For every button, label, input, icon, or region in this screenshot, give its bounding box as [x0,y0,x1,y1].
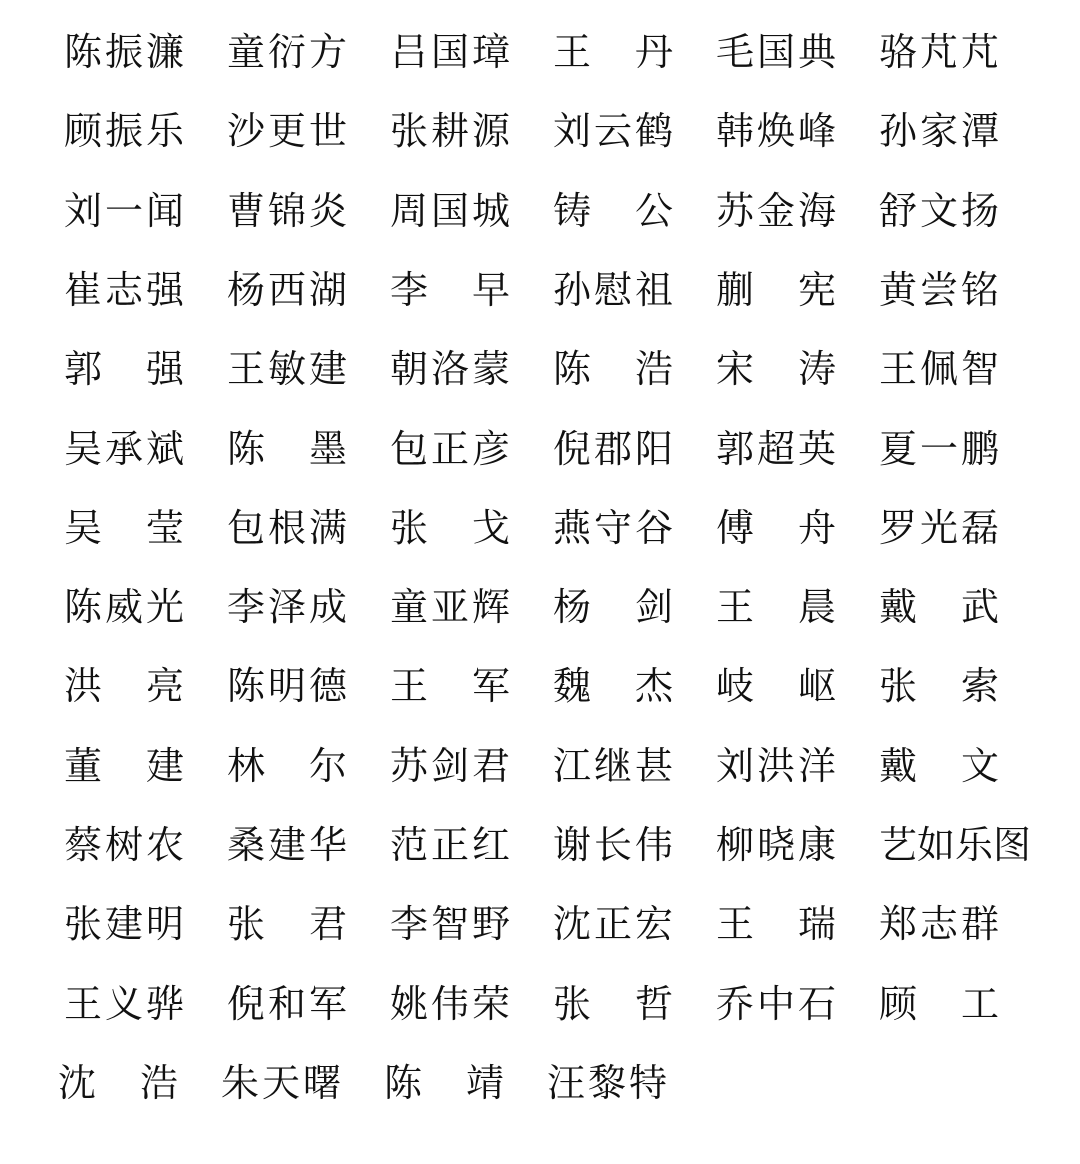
person-name: 苏剑君 [390,743,510,788]
person-name: 孙慰祖 [553,267,673,312]
person-name: 陈明德 [227,664,347,709]
person-name: 张 君 [227,902,347,947]
person-name: 乔中石 [716,981,836,1026]
name-row [0,656,1080,716]
name-row [0,181,1080,241]
person-name: 包正彦 [390,426,510,471]
person-name: 朱天曙 [221,1060,341,1105]
person-name: 艺如乐图 [879,823,1032,867]
person-name: 孙家潭 [879,109,999,154]
person-name: 刘云鹤 [553,109,673,154]
person-name: 童衍方 [227,30,347,74]
person-name: 倪郡阳 [553,426,673,471]
person-name: 王 瑞 [716,902,836,947]
name-row [0,974,1080,1034]
person-name: 谢长伟 [553,823,673,867]
person-name: 汪黎特 [547,1060,667,1105]
person-name: 郭 强 [64,347,184,392]
person-name: 郭超英 [716,426,836,471]
person-name: 蒯 宪 [716,267,836,312]
person-name: 周国城 [390,188,510,233]
person-name: 韩焕峰 [716,109,836,154]
person-name: 顾振乐 [64,109,184,154]
name-row [0,577,1080,637]
person-name: 王义骅 [64,981,184,1026]
person-name: 范正红 [390,823,510,867]
person-name: 沈正宏 [553,902,673,947]
person-name: 李智野 [390,902,510,947]
person-name: 姚伟荣 [390,981,510,1026]
person-name: 苏金海 [716,188,836,233]
name-row [0,1053,1080,1113]
person-name: 燕守谷 [553,505,673,550]
name-row [0,22,1080,82]
person-name: 倪和军 [227,981,347,1026]
person-name: 宋 涛 [716,347,836,392]
person-name: 江继甚 [553,743,673,788]
person-name: 王 军 [390,664,510,709]
person-name: 毛国典 [716,30,836,74]
person-name: 张耕源 [390,109,510,154]
person-name: 吴承斌 [64,426,184,471]
person-name: 杨 剑 [553,585,673,630]
person-name: 王敏建 [227,347,347,392]
name-row [0,894,1080,954]
name-row [0,736,1080,796]
person-name: 张 戈 [390,505,510,550]
person-name: 蔡树农 [64,823,184,867]
name-row [0,498,1080,558]
person-name: 林 尔 [227,743,347,788]
person-name: 陈 浩 [553,347,673,392]
person-name: 陈振濂 [64,30,184,74]
person-name: 包根满 [227,505,347,550]
person-name: 戴 文 [879,743,999,788]
person-name: 郑志群 [879,902,999,947]
name-row [0,815,1080,875]
person-name: 曹锦炎 [227,188,347,233]
person-name: 罗光磊 [879,505,999,550]
person-name: 魏 杰 [553,664,673,709]
person-name: 刘洪洋 [716,743,836,788]
person-name: 王佩智 [879,347,999,392]
person-name: 沙更世 [227,109,347,154]
person-name: 陈 墨 [227,426,347,471]
person-name: 洪 亮 [64,664,184,709]
person-name: 柳晓康 [716,823,836,867]
name-row [0,101,1080,161]
person-name: 朝洛蒙 [390,347,510,392]
person-name: 陈 靖 [384,1060,504,1105]
person-name: 李 早 [390,267,510,312]
name-row [0,260,1080,320]
person-name: 傅 舟 [716,505,836,550]
person-name: 刘一闻 [64,188,184,233]
person-name: 王 晨 [716,585,836,630]
person-name: 岐 岖 [716,664,836,709]
person-name: 董 建 [64,743,184,788]
person-name: 杨西湖 [227,267,347,312]
person-name: 崔志强 [64,267,184,312]
person-name: 张建明 [64,902,184,947]
person-name: 王 丹 [553,30,673,74]
person-name: 张 哲 [553,981,673,1026]
person-name: 顾 工 [879,981,999,1026]
person-name: 夏一鹏 [879,426,999,471]
person-name: 桑建华 [227,823,347,867]
person-name: 铸 公 [553,188,673,233]
person-name: 沈 浩 [58,1060,178,1105]
name-row [0,419,1080,479]
person-name: 吴 莹 [64,505,184,550]
person-name: 张 索 [879,664,999,709]
person-name: 骆芃芃 [879,30,999,74]
person-name: 戴 武 [879,585,999,630]
person-name: 李泽成 [227,585,347,630]
name-row [0,339,1080,399]
person-name: 吕国璋 [390,30,510,74]
person-name: 陈威光 [64,585,184,630]
person-name: 黄尝铭 [879,267,999,312]
person-name: 舒文扬 [879,188,999,233]
person-name: 童亚辉 [390,585,510,630]
